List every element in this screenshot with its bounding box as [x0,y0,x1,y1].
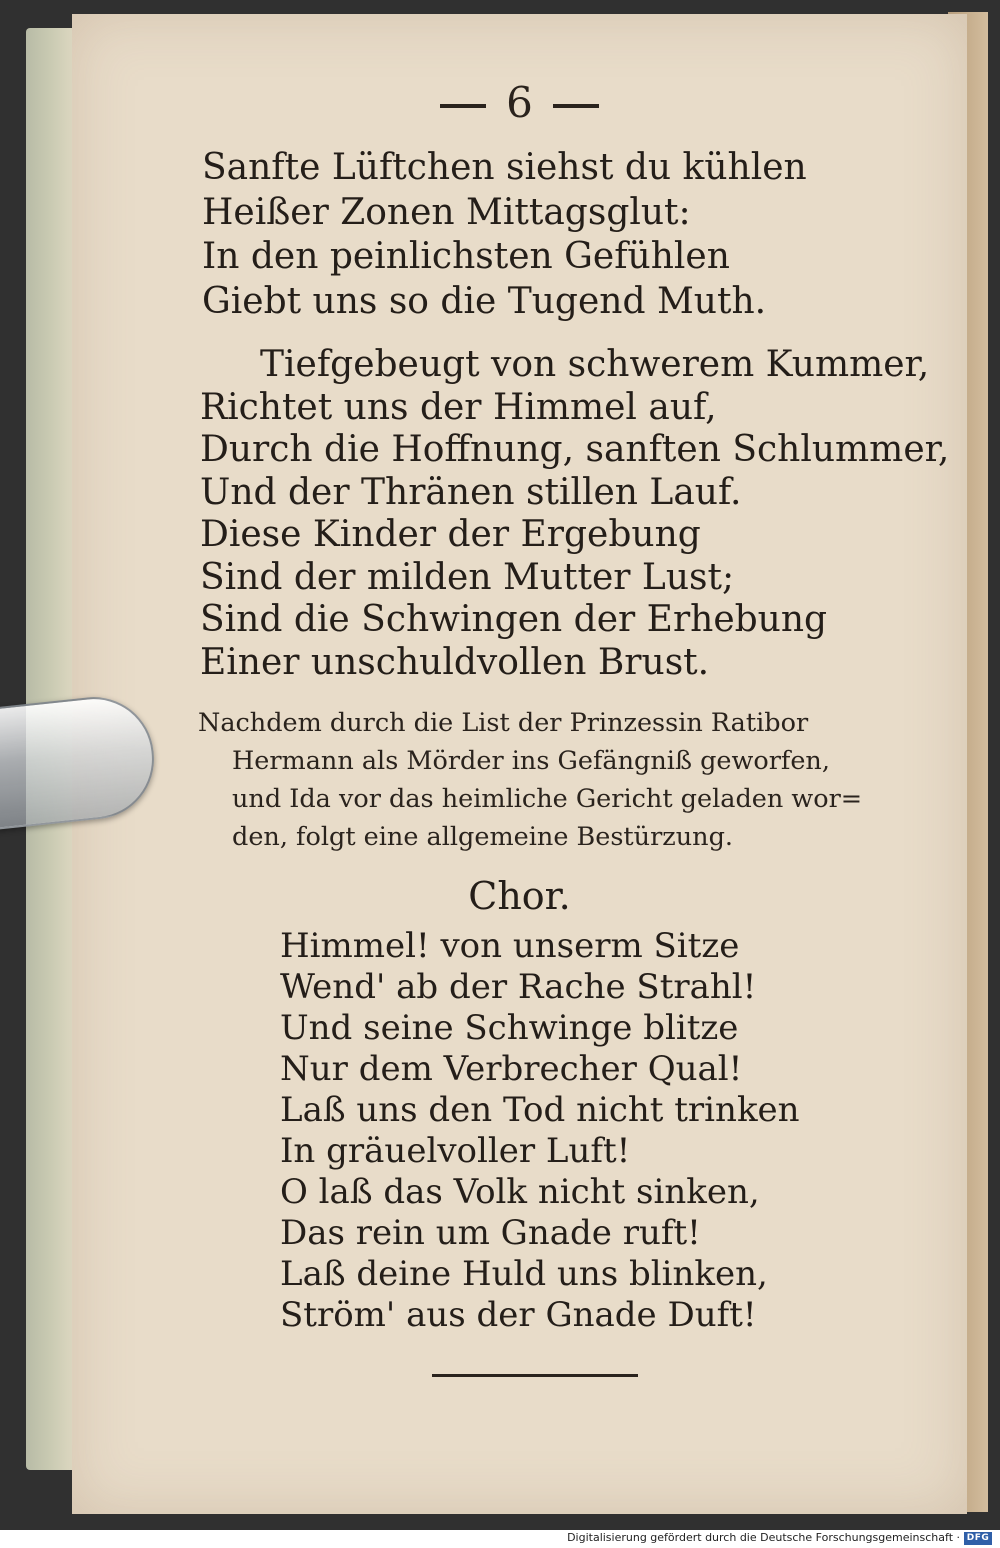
stage-direction-line: und Ida vor das heimliche Gericht geladen wor= [232,784,863,814]
verse-line: Tiefgebeugt von schwerem Kummer, [260,344,930,385]
stage-direction-line: Hermann als Mörder ins Gefängniß geworfen, [232,746,830,776]
page-number [72,78,967,127]
dfg-logo-icon: DFG [964,1532,992,1545]
verse-line: Diese Kinder der Ergebung [200,514,701,555]
verse-line: Himmel! von unserm Sitze [280,926,740,966]
verse-line: O laß das Volk nicht sinken, [280,1172,760,1212]
stanza-1 [202,146,807,324]
verse-line: Nur dem Verbrecher Qual! [280,1049,743,1089]
verse-line: Einer unschuldvollen Brust. [200,641,710,683]
end-rule [432,1374,638,1377]
verse-line: Richtet uns der Himmel auf, [200,386,717,428]
verse-line: Und der Thränen stillen Lauf. [200,471,742,513]
verse-line: Und seine Schwinge blitze [280,1008,739,1048]
verse-line: In gräuelvoller Luft! [280,1131,631,1171]
verse-line: Ström' aus der Gnade Duft! [280,1295,757,1335]
book-page [72,14,967,1514]
chorus-heading: Chor. [468,874,571,918]
stanza-2 [200,344,949,684]
page-number-value: 6 [506,78,533,127]
verse-line: Wend' ab der Rache Strahl! [280,967,757,1007]
verse-line: Das rein um Gnade ruft! [280,1213,701,1253]
stage-direction-line: Nachdem durch die List der Prinzessin Ratibor [198,708,809,738]
verse-line: Laß uns den Tod nicht trinken [280,1090,800,1130]
verse-line: Laß deine Huld uns blinken, [280,1254,768,1294]
verse-line: Sind die Schwingen der Erhebung [200,599,828,640]
chorus-stanza [280,926,800,1336]
verse-line: Giebt uns so die Tugend Muth. [202,280,767,322]
footer-credit: Digitalisierung gefördert durch die Deutsche Forschungsgemeinschaft · [567,1531,960,1544]
page-number-dash-left [440,104,486,108]
verse-line: In den peinlichsten Gefühlen [202,236,730,277]
verse-line: Sind der milden Mutter Lust; [200,556,735,598]
stage-direction [198,704,958,856]
page-number-dash-right [553,104,599,108]
verse-line: Durch die Hoffnung, sanften Schlummer, [200,429,950,470]
stage-direction-line: den, folgt eine allgemeine Bestürzung. [232,822,733,852]
verse-line: Sanfte Lüftchen siehst du kühlen [202,147,807,188]
verse-line: Heißer Zonen Mittagsglut: [202,191,691,233]
